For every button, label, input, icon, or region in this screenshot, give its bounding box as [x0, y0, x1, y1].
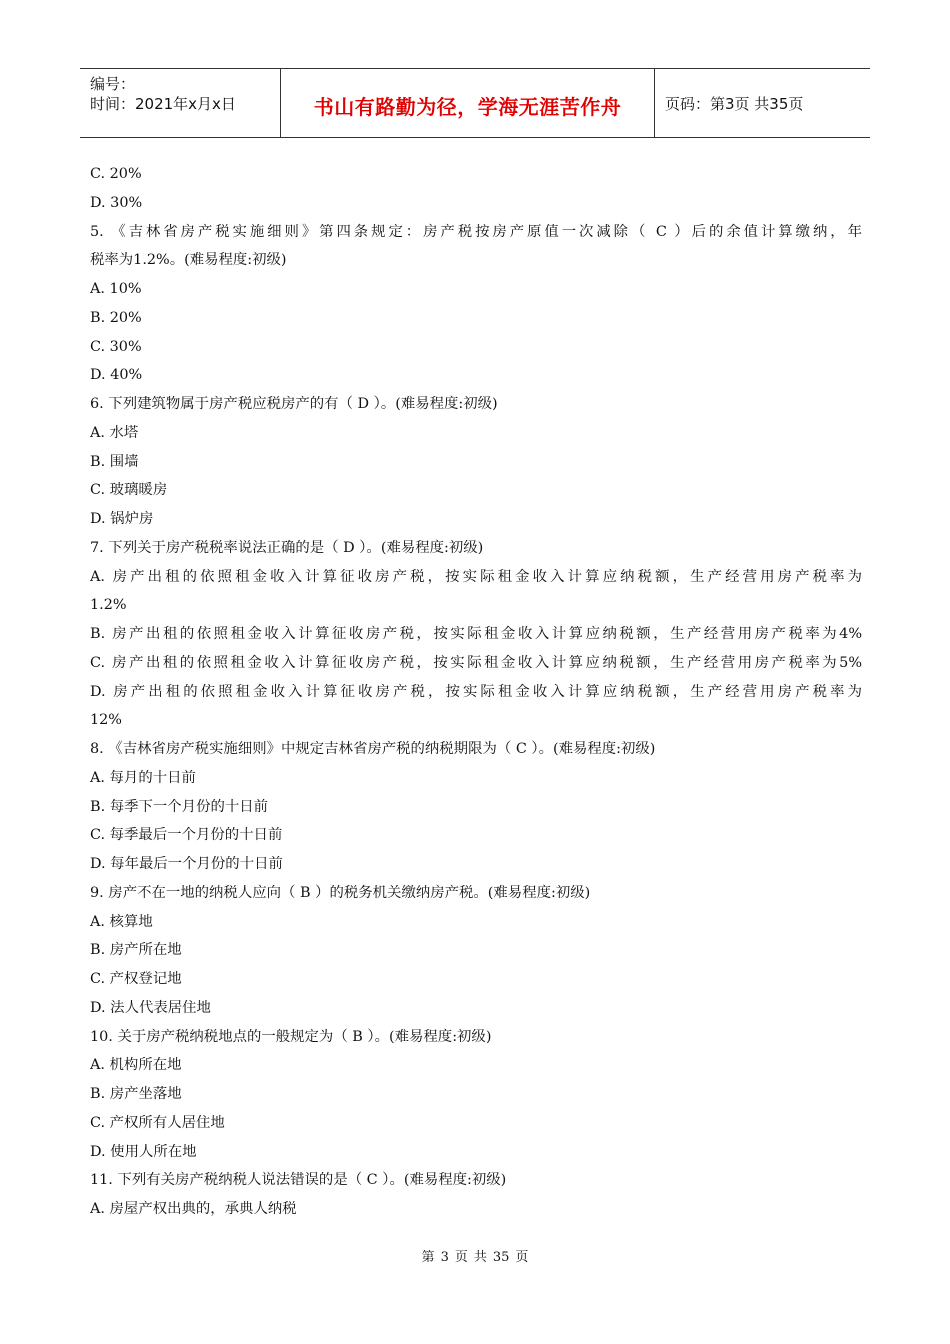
text-line: 1.2%	[90, 597, 127, 614]
text-line: D. 40%	[90, 367, 143, 384]
text-line: D. 30%	[90, 194, 143, 211]
text-line: C. 产权登记地	[90, 971, 182, 987]
text-line: 6. 下列建筑物属于房产税应税房产的有（ D ）。(难易程度:初级)	[90, 396, 498, 412]
text-line: B. 每季下一个月份的十日前	[90, 798, 269, 815]
header-page-cell	[655, 69, 870, 137]
text-line: C. 每季最后一个月份的十日前	[90, 827, 283, 844]
footer-word-gong: 共	[473, 1250, 487, 1265]
text-line: 12%	[90, 712, 122, 729]
text-line: 10. 关于房产税纳税地点的一般规定为（ B ）。(难易程度:初级)	[90, 1028, 492, 1045]
text-line: D. 房产出租的依照租金收入计算征收房产税，按实际租金收入计算应纳税额，生产经营用房产税率为	[90, 683, 862, 700]
text-line: A. 房产出租的依照租金收入计算征收房产税，按实际租金收入计算应纳税额，生产经营用房产税率为	[90, 568, 862, 585]
text-line: 税率为1.2%。(难易程度:初级)	[90, 252, 287, 269]
text-line: B. 房产所在地	[90, 942, 182, 959]
text-line: A. 10%	[90, 281, 142, 297]
text-line: 5. 《吉林省房产税实施细则》第四条规定：房产税按房产原值一次减除（ C ）后的余值计算缴纳，年	[90, 223, 862, 240]
document-body	[90, 160, 862, 1224]
text-line: 9. 房产不在一地的纳税人应向（ B ）的税务机关缴纳房产税。(难易程度:初级)	[90, 884, 591, 901]
text-line: A. 机构所在地	[90, 1057, 182, 1074]
text-line: B. 围墙	[90, 453, 139, 470]
text-line: D. 法人代表居住地	[90, 999, 211, 1016]
text-line: D. 锅炉房	[90, 511, 154, 527]
footer-word-di: 第	[421, 1250, 435, 1265]
text-line: C. 30%	[90, 338, 142, 355]
motto-text: 书山有路勤为径，学海无涯苦作舟	[313, 95, 622, 119]
text-line: A. 房屋产权出典的，承典人纳税	[90, 1201, 297, 1217]
text-line: B. 房产坐落地	[90, 1086, 182, 1102]
text-line: C. 20%	[90, 166, 142, 182]
text-line: A. 水塔	[90, 424, 139, 441]
footer-word-ye2: 页	[515, 1250, 529, 1265]
header-info-cell	[80, 69, 281, 137]
footer-word-ye: 页	[454, 1250, 468, 1265]
text-line: A. 每月的十日前	[90, 769, 196, 786]
page-header	[80, 68, 870, 138]
page-code-label: 页码：第3页 共35页	[665, 95, 804, 113]
text-line: C. 房产出租的依照租金收入计算征收房产税，按实际租金收入计算应纳税额，生产经营用房产税率为5%	[90, 654, 862, 671]
header-motto-cell	[281, 69, 655, 137]
serial-number-label: 编号：	[90, 75, 136, 93]
text-line: C. 玻璃暖房	[90, 482, 168, 499]
footer-current-page: 3	[440, 1250, 449, 1265]
text-line: 11. 下列有关房产税纳税人说法错误的是（ C ）。(难易程度:初级)	[90, 1172, 507, 1189]
text-line: D. 每年最后一个月份的十日前	[90, 856, 283, 872]
text-line: B. 20%	[90, 309, 142, 326]
text-line: 8. 《吉林省房产税实施细则》中规定吉林省房产税的纳税期限为（ C ）。(难易程度:初级)	[90, 741, 656, 757]
text-line: B. 房产出租的依照租金收入计算征收房产税，按实际租金收入计算应纳税额，生产经营用房产税率为4%	[90, 626, 862, 642]
text-line: C. 产权所有人居住地	[90, 1114, 225, 1131]
page-footer	[0, 1246, 950, 1265]
date-label: 时间：2021年x月x日	[90, 95, 236, 113]
text-line: 7. 下列关于房产税税率说法正确的是（ D ）。(难易程度:初级)	[90, 539, 484, 556]
text-line: A. 核算地	[90, 913, 153, 930]
footer-total-pages: 35	[492, 1250, 510, 1265]
text-line: D. 使用人所在地	[90, 1143, 197, 1160]
